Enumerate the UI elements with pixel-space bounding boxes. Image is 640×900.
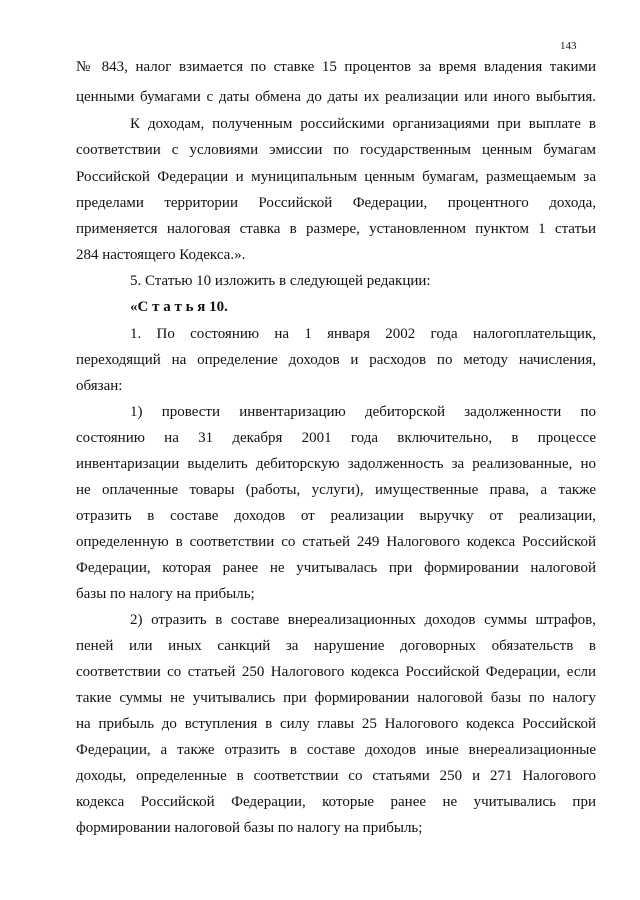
text-line: инвентаризации выделить дебиторскую задолженность за реализованные, но bbox=[76, 456, 596, 472]
text-line: 2) отразить в составе внереализационных доходов суммы штрафов, bbox=[130, 612, 596, 628]
text-line: Российской Федерации и муниципальным ценным бумагам, размещаемым за bbox=[76, 169, 596, 185]
text-line: отразить в составе доходов от реализации выручку от реализации, bbox=[76, 508, 596, 524]
text-line: доходы, определенные в соответствии со статьями 250 и 271 Налогового bbox=[76, 768, 596, 784]
text-line: такие суммы не учитывались при формировании налоговой базы по налогу bbox=[76, 690, 596, 706]
text-line: 5. Статью 10 изложить в следующей редакции: bbox=[130, 273, 431, 289]
text-line: Федерации, а также отразить в составе доходов иные внереализационные bbox=[76, 742, 596, 758]
text-line: соответствии с условиями эмиссии по государственным ценным бумагам bbox=[76, 142, 596, 158]
text-line: базы по налогу на прибыль; bbox=[76, 586, 255, 602]
text-line: применяется налоговая ставка в размере, установленном пунктом 1 статьи bbox=[76, 221, 596, 237]
text-line: 1. По состоянию на 1 января 2002 года налогоплательщик, bbox=[130, 326, 596, 342]
page-number: 143 bbox=[560, 40, 577, 52]
article-heading: «С т а т ь я 10. bbox=[130, 299, 228, 315]
text-line: кодекса Российской Федерации, которые ранее не учитывались при bbox=[76, 794, 596, 810]
text-line: 284 настоящего Кодекса.». bbox=[76, 247, 246, 263]
text-line: переходящий на определение доходов и расходов по методу начисления, bbox=[76, 352, 596, 368]
text-line: обязан: bbox=[76, 378, 123, 394]
text-line: К доходам, полученным российскими организациями при выплате в bbox=[130, 116, 596, 132]
text-line: Федерации, которая ранее не учитывалась при формировании налоговой bbox=[76, 560, 596, 576]
text-line: пределами территории Российской Федерации, процентного дохода, bbox=[76, 195, 596, 211]
text-line: определенную в соответствии со статьей 249 Налогового кодекса Российской bbox=[76, 534, 596, 550]
text-line: пеней или иных санкций за нарушение договорных обязательств в bbox=[76, 638, 596, 654]
text-line: ценными бумагами с даты обмена до даты их реализации или иного выбытия. bbox=[76, 89, 596, 105]
text-line: соответствии со статьей 250 Налогового кодекса Российской Федерации, если bbox=[76, 664, 596, 680]
text-line: формировании налоговой базы по налогу на прибыль; bbox=[76, 820, 423, 836]
text-line: № 843, налог взимается по ставке 15 процентов за время владения такими bbox=[76, 59, 596, 75]
text-line: на прибыль до вступления в силу главы 25 Налогового кодекса Российской bbox=[76, 716, 596, 732]
text-line: 1) провести инвентаризацию дебиторской задолженности по bbox=[130, 404, 596, 420]
text-line: не оплаченные товары (работы, услуги), имущественные права, а также bbox=[76, 482, 596, 498]
text-line: состоянию на 31 декабря 2001 года включительно, в процессе bbox=[76, 430, 596, 446]
